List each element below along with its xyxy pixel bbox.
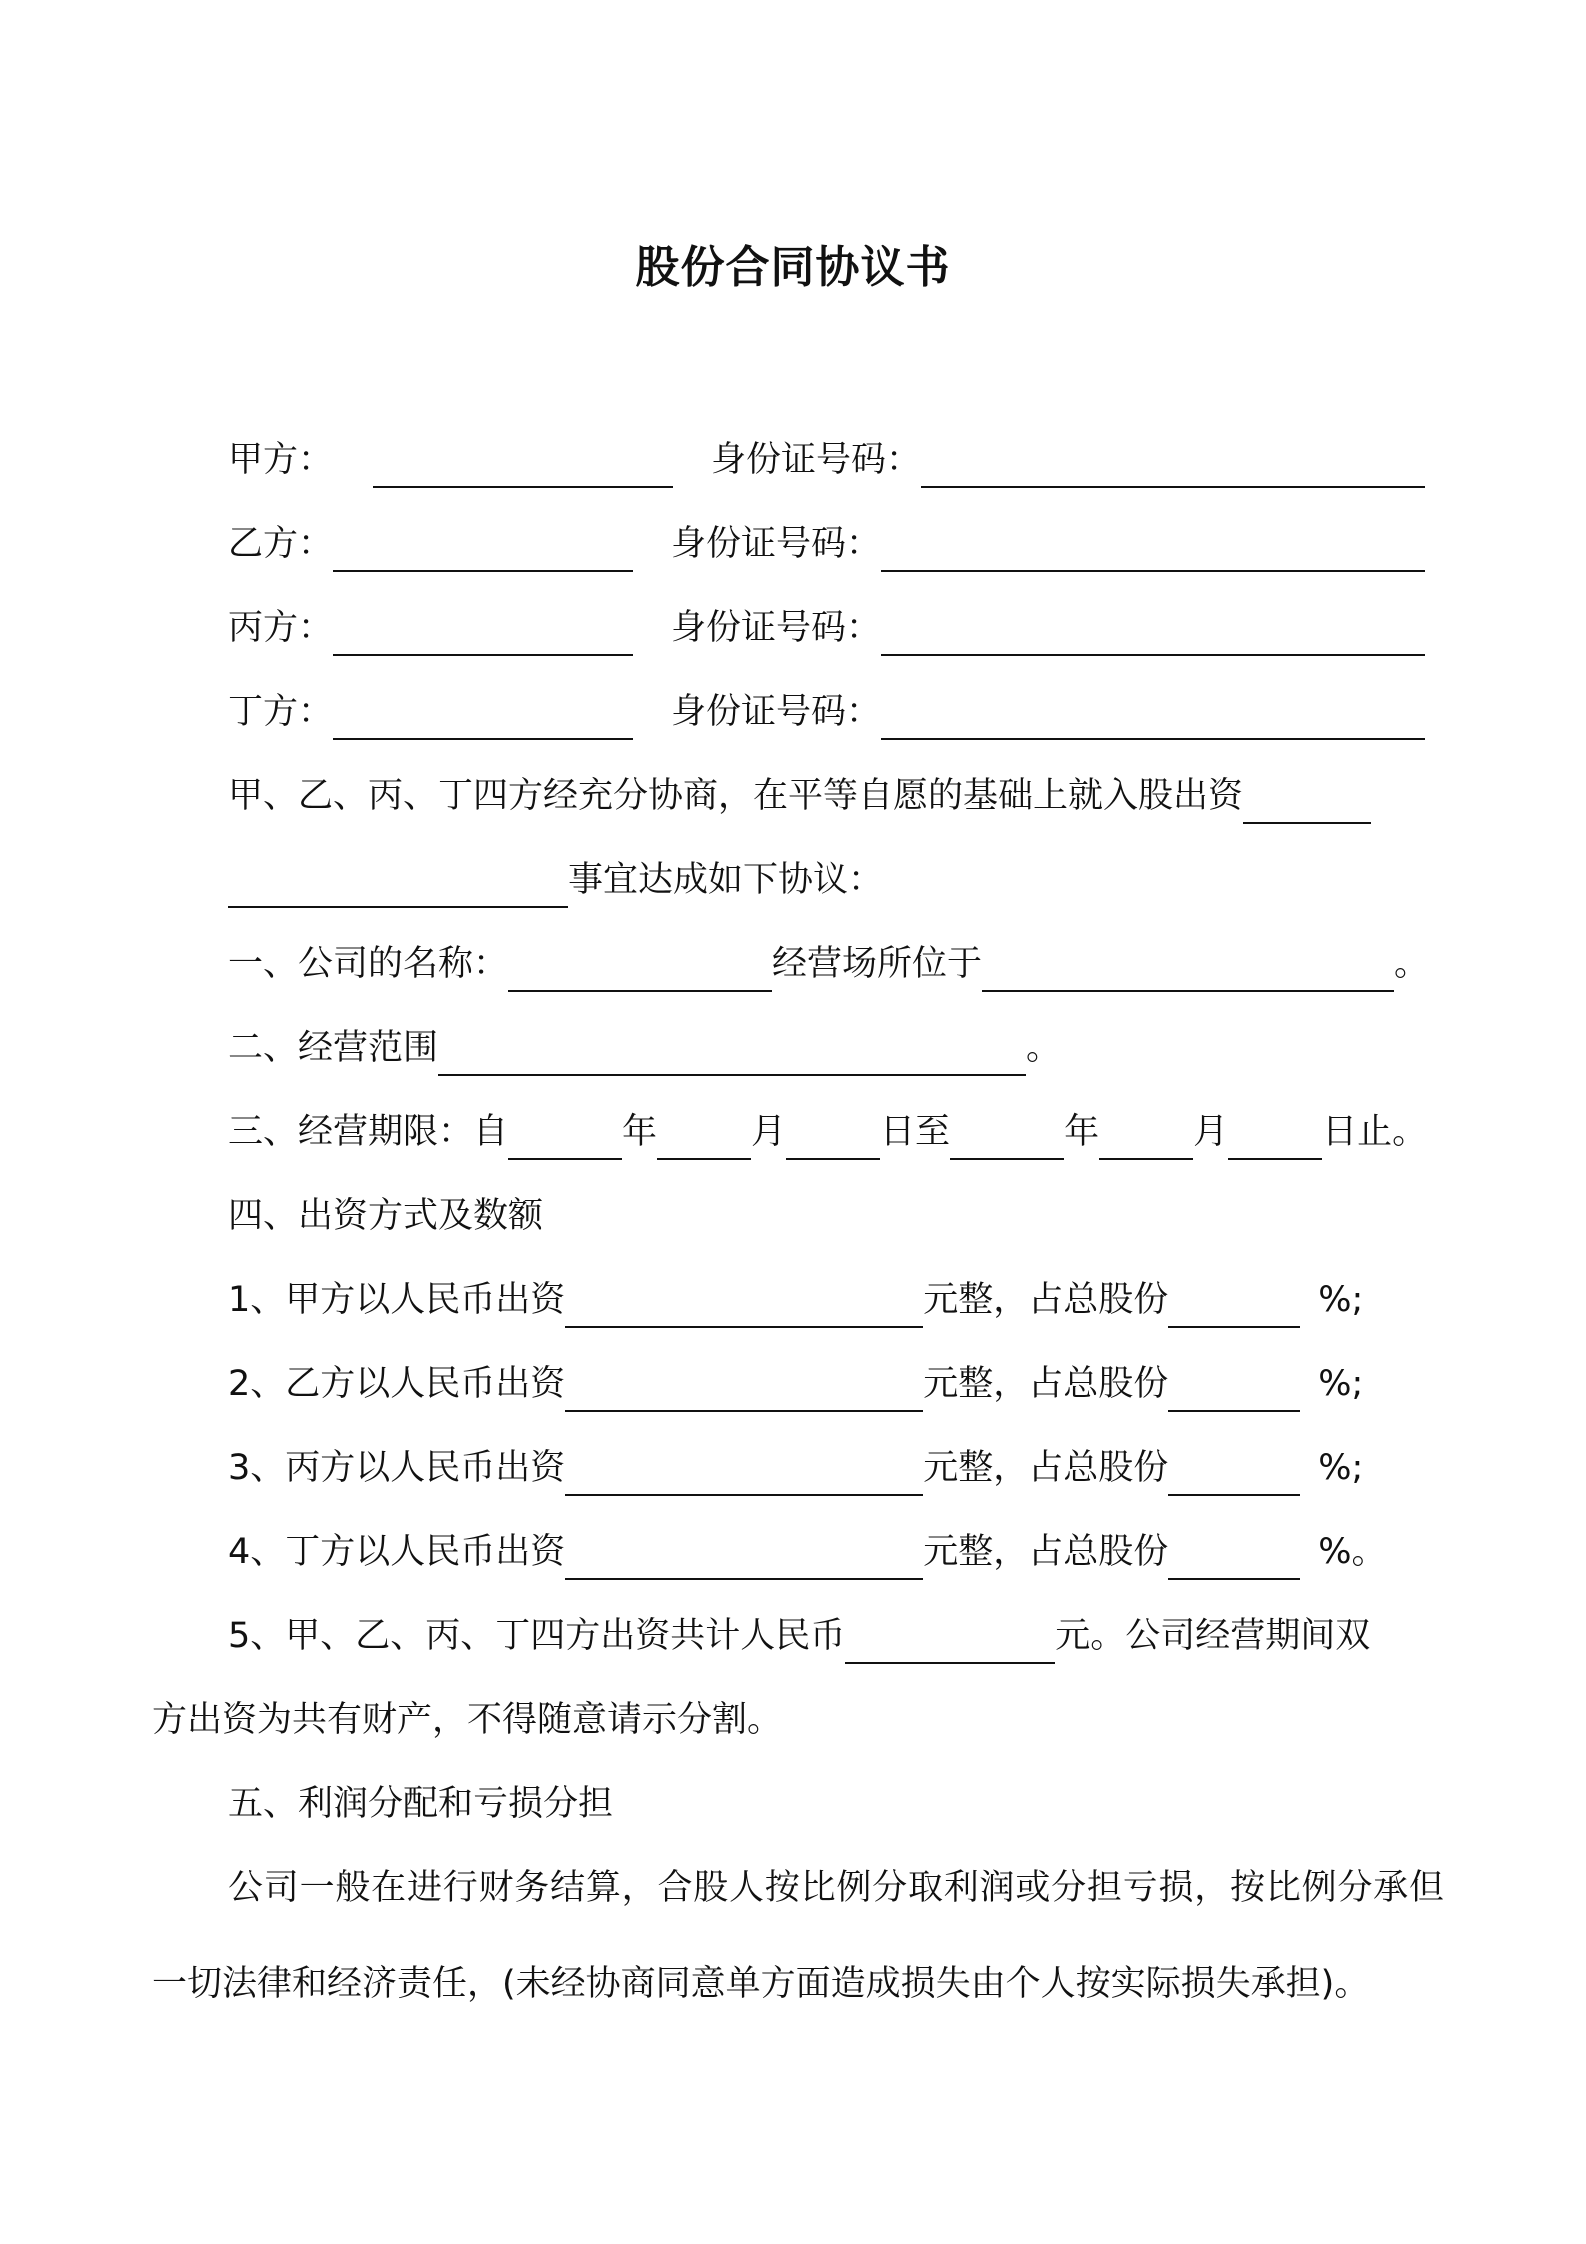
business-term-label: 三、经营期限：自 bbox=[228, 1112, 509, 1152]
party-name-blank[interactable] bbox=[373, 432, 673, 488]
contribution-item: 1、甲方以人民币出资 元整，占总股份 %; bbox=[228, 1272, 1363, 1328]
party-row-jia bbox=[228, 432, 1425, 488]
party-row-yi bbox=[228, 516, 1425, 572]
investment-matter-blank[interactable] bbox=[1243, 768, 1371, 824]
party-label: 丙方： bbox=[228, 608, 334, 648]
intro-text-2: 事宜达成如下协议： bbox=[568, 860, 884, 900]
clause-profit-heading bbox=[228, 1776, 613, 1832]
total-amount-blank[interactable] bbox=[845, 1608, 1055, 1664]
business-location-label: 经营场所位于 bbox=[772, 944, 983, 984]
business-scope-blank[interactable] bbox=[438, 1020, 1026, 1076]
share-percent-blank[interactable] bbox=[1168, 1524, 1300, 1580]
total-contribution-line-cont: 方出资为共有财产，不得随意请示分割。 bbox=[152, 1700, 783, 1740]
amount-blank[interactable] bbox=[565, 1524, 923, 1580]
end-month-blank[interactable] bbox=[1099, 1104, 1193, 1160]
id-number-label: 身份证号码： bbox=[671, 608, 882, 648]
share-percent-blank[interactable] bbox=[1168, 1440, 1300, 1496]
id-number-blank[interactable] bbox=[881, 600, 1425, 656]
party-name-blank[interactable] bbox=[333, 684, 633, 740]
intro-line-1 bbox=[228, 768, 1371, 824]
contribution-heading: 四、出资方式及数额 bbox=[228, 1196, 544, 1236]
share-percent-blank[interactable] bbox=[1168, 1272, 1300, 1328]
amount-blank[interactable] bbox=[565, 1440, 923, 1496]
party-label: 丁方： bbox=[228, 692, 334, 732]
contribution-item: 3、丙方以人民币出资 元整，占总股份 %; bbox=[228, 1440, 1363, 1496]
party-label: 甲方： bbox=[228, 440, 334, 480]
party-row-ding bbox=[228, 684, 1425, 740]
id-number-label: 身份证号码： bbox=[671, 692, 882, 732]
id-number-label: 身份证号码： bbox=[671, 524, 882, 564]
clause-business-scope: 二、经营范围 。 bbox=[228, 1020, 1061, 1076]
id-number-blank[interactable] bbox=[881, 684, 1425, 740]
clause-contribution-heading bbox=[228, 1188, 543, 1244]
start-month-blank[interactable] bbox=[657, 1104, 751, 1160]
total-contribution-line: 5、甲、乙、丙、丁四方出资共计人民币 元。公司经营期间双 bbox=[228, 1608, 1520, 1664]
intro-text: 甲、乙、丙、丁四方经充分协商，在平等自愿的基础上就入股出资 bbox=[228, 776, 1244, 816]
investment-matter-blank-cont[interactable] bbox=[228, 852, 568, 908]
id-number-blank[interactable] bbox=[881, 516, 1425, 572]
id-number-blank[interactable] bbox=[921, 432, 1425, 488]
party-name-blank[interactable] bbox=[333, 516, 633, 572]
clause-company-name: 一、公司的名称： 经营场所位于 。 bbox=[228, 936, 1429, 992]
start-day-blank[interactable] bbox=[786, 1104, 880, 1160]
business-scope-label: 二、经营范围 bbox=[228, 1028, 439, 1068]
start-year-blank[interactable] bbox=[508, 1104, 622, 1160]
business-location-blank[interactable] bbox=[982, 936, 1394, 992]
amount-blank[interactable] bbox=[565, 1356, 923, 1412]
party-name-blank[interactable] bbox=[333, 600, 633, 656]
clause-business-term: 三、经营期限：自 年 月 日至 年 月 日止。 bbox=[228, 1104, 1427, 1160]
amount-blank[interactable] bbox=[565, 1272, 923, 1328]
document-title: 股份合同协议书 bbox=[635, 242, 951, 293]
profit-heading: 五、利润分配和亏损分担 bbox=[228, 1784, 614, 1824]
party-label: 乙方： bbox=[228, 524, 334, 564]
company-name-label: 一、公司的名称： bbox=[228, 944, 509, 984]
end-year-blank[interactable] bbox=[950, 1104, 1064, 1160]
contribution-item: 4、丁方以人民币出资 元整，占总股份 %。 bbox=[228, 1524, 1387, 1580]
share-percent-blank[interactable] bbox=[1168, 1356, 1300, 1412]
contribution-item: 2、乙方以人民币出资 元整，占总股份 %; bbox=[228, 1356, 1363, 1412]
end-day-blank[interactable] bbox=[1228, 1104, 1322, 1160]
intro-line-2 bbox=[228, 852, 883, 908]
profit-paragraph: 公司一般在进行财务结算，合股人按比例分取利润或分担亏损，按比例分承但一切法律和经济责任，(未经协商同意单方面造成损失由个人按实际损失承担)。 bbox=[152, 1868, 1444, 2004]
id-number-label: 身份证号码： bbox=[711, 440, 922, 480]
company-name-blank[interactable] bbox=[508, 936, 772, 992]
party-row-bing bbox=[228, 600, 1425, 656]
